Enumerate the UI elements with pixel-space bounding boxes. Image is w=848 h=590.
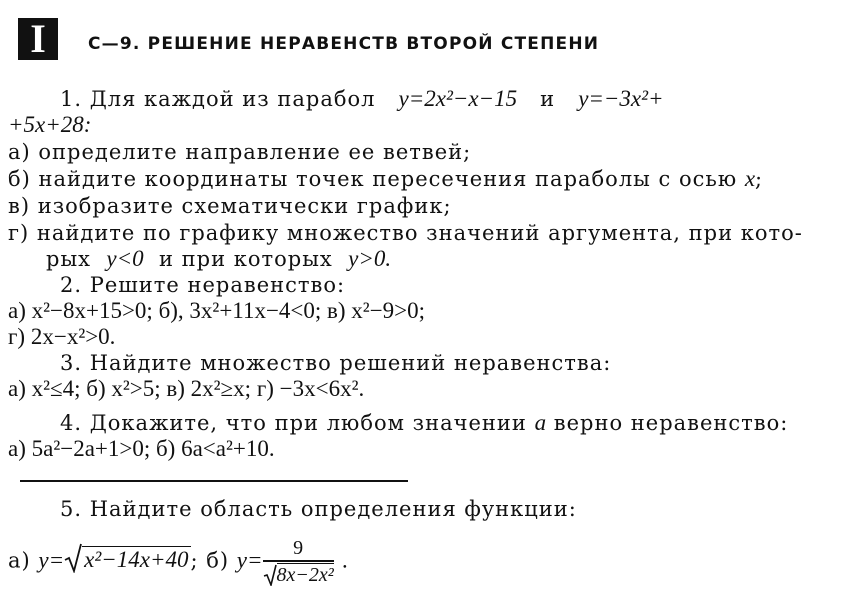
task2-line1: а) x²−8x+15>0; б), 3x²+11x−4<0; в) x²−9>0; <box>8 298 426 323</box>
task1-item-g2-mid: и при которых <box>158 247 333 271</box>
task5-b-fraction <box>263 538 334 586</box>
task5-b-radicand: 8x−2x² <box>276 563 334 586</box>
divider-rule <box>20 480 408 482</box>
task2-line2: г) 2x−x²>0. <box>8 324 116 349</box>
task1-item-b-text: б) найдите координаты точек пересечения параболы с осью <box>8 167 738 191</box>
task4-line1: а) 5a²−2a+1>0; б) 6a<a²+10. <box>8 436 275 461</box>
sqrt-sign-icon <box>263 564 277 586</box>
task5-sep: ; б) <box>190 548 230 573</box>
task5-b-numerator: 9 <box>293 537 304 559</box>
task5-intro <box>8 496 577 522</box>
task1-item-g1: г) найдите по графику множество значений аргумента, при кото- <box>8 221 803 245</box>
task5-b-func: y= <box>236 547 263 573</box>
task1-intro: 1. Для каждой из парабол <box>60 87 376 111</box>
task1-and: и <box>540 87 556 111</box>
task3-line1: а) x²≤4; б) x²>5; в) 2x²≥x; г) −3x<6x². <box>8 376 365 401</box>
task5-a-func: y= <box>38 547 65 573</box>
task1-parabola-1: y=2x²−x−15 <box>398 86 518 111</box>
task1-line2 <box>8 112 91 138</box>
task4-intro <box>8 410 788 436</box>
section-badge: I <box>18 18 58 60</box>
task1-parabola-2-start: y=−3x²+ <box>578 86 664 111</box>
task5-a-radicand: x²−14x+40 <box>84 547 189 573</box>
task4-intro-end: верно неравенство: <box>553 411 789 435</box>
task5-b-denominator <box>263 562 334 586</box>
task1-item-a: а) определите направление ее ветвей; <box>8 140 472 164</box>
task1-item-b <box>8 166 763 192</box>
task5-a-sqrt <box>64 543 190 573</box>
task3-intro <box>8 350 611 376</box>
task1-line1 <box>8 86 664 112</box>
task3-intro-text: 3. Найдите множество решений неравенства: <box>60 351 612 375</box>
task1-item-b-var: x <box>744 166 756 191</box>
task1-parabola-2-end: +5x+28: <box>8 112 92 137</box>
task4-var: a <box>534 410 547 435</box>
task1-item-g2 <box>8 246 391 272</box>
task5-intro-text: 5. Найдите область определения функции: <box>60 497 577 521</box>
task1-item-g2-cond2: y>0. <box>348 246 392 271</box>
task5-a-label: а) <box>8 548 31 573</box>
sqrt-sign-icon <box>64 543 82 573</box>
task1-item-g2-cond1: y<0 <box>106 246 144 271</box>
task5-end: . <box>341 548 350 573</box>
task1-item-v: в) изобразите схематически график; <box>8 194 452 218</box>
task5-line1 <box>8 538 349 586</box>
task1-item-g2-text: рых <box>46 247 91 271</box>
task1-item-b-end: ; <box>755 167 764 191</box>
section-title: С—9. РЕШЕНИЕ НЕРАВЕНСТВ ВТОРОЙ СТЕПЕНИ <box>88 34 600 54</box>
task2-intro <box>8 272 345 298</box>
task4-intro-text: 4. Докажите, что при любом значении <box>60 411 527 435</box>
task2-intro-text: 2. Решите неравенство: <box>60 273 346 297</box>
